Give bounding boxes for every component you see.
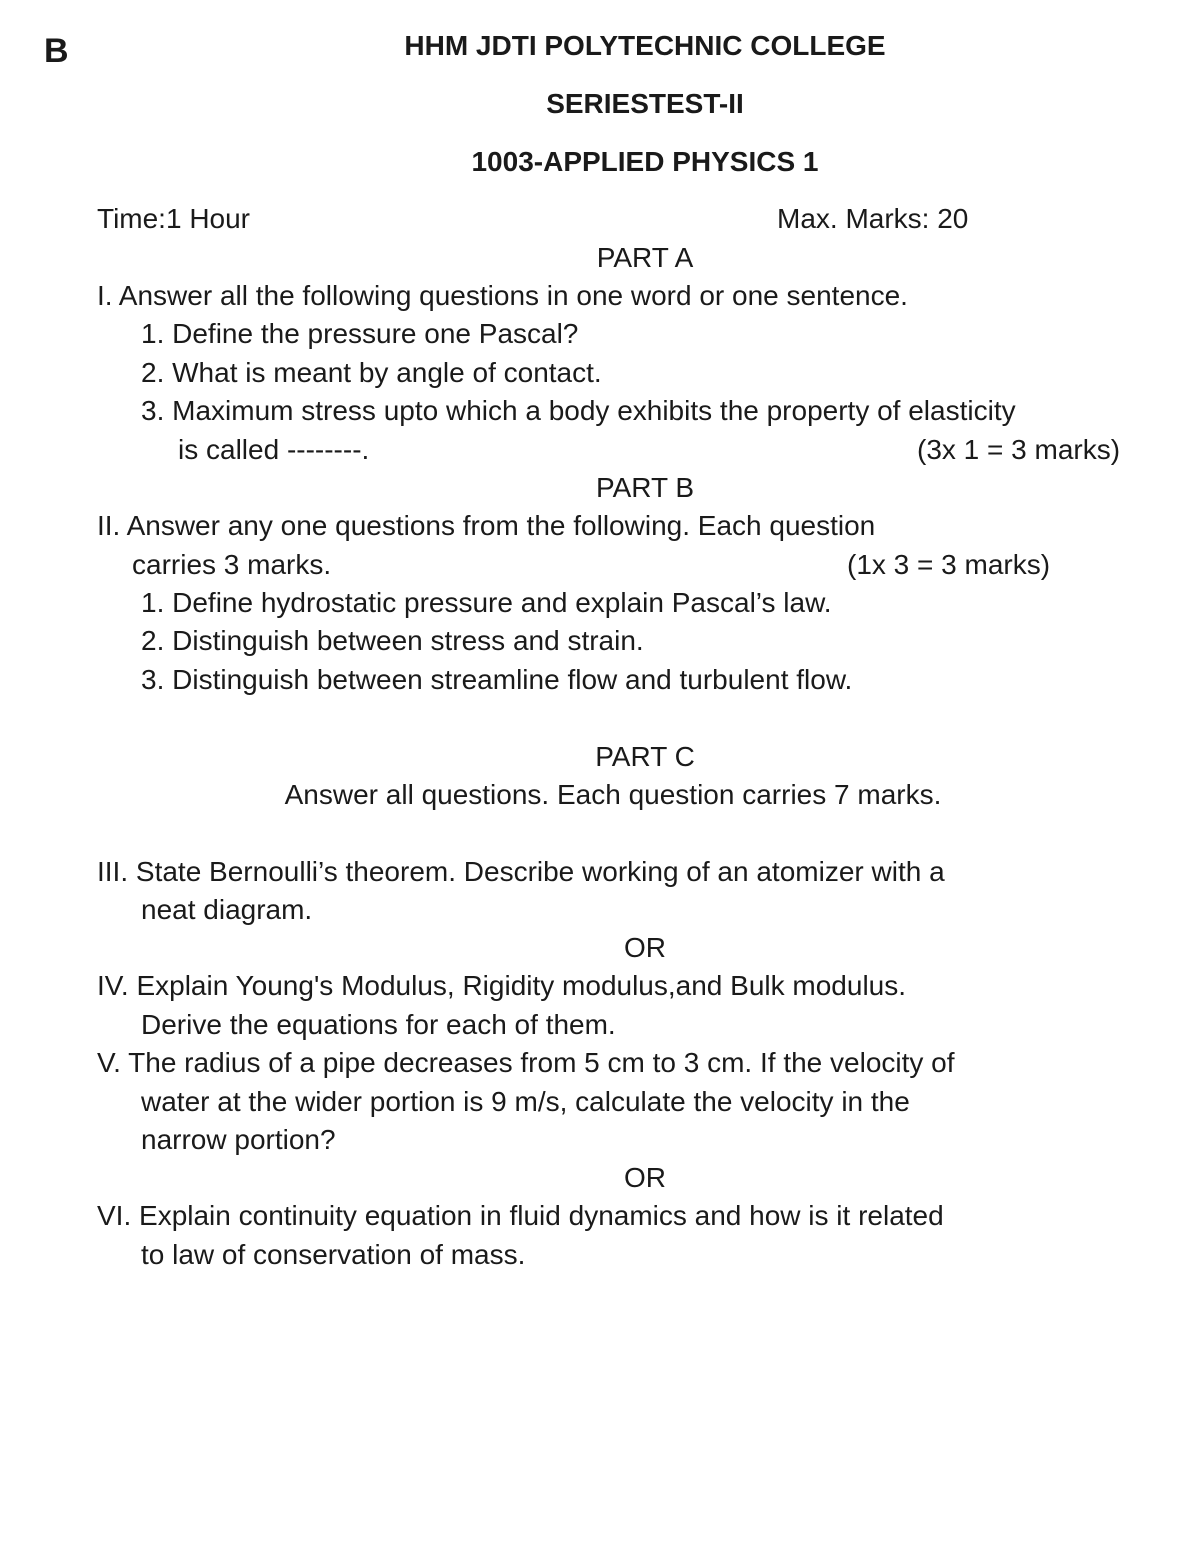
part-c-question-6: VI. Explain continuity equation in fluid dynamics and how is it related (97, 1200, 944, 1231)
part-b-question-1: 1. Define hydrostatic pressure and explain Pascal’s law. (141, 587, 832, 618)
or-divider-1: OR (624, 932, 666, 963)
part-a-question-3-cont: is called --------. (178, 434, 370, 465)
max-marks: Max. Marks: 20 (777, 203, 969, 234)
part-c-question-4-cont: Derive the equations for each of them. (141, 1009, 616, 1040)
part-a-instruction: I. Answer all the following questions in one word or one sentence. (97, 280, 908, 311)
part-c-title: PART C (595, 741, 695, 772)
college-name: HHM JDTI POLYTECHNIC COLLEGE (404, 30, 886, 61)
part-c-instruction: Answer all questions. Each question carries 7 marks. (284, 779, 942, 810)
or-divider-2: OR (624, 1162, 666, 1193)
part-a-question-3: 3. Maximum stress upto which a body exhibits the property of elasticity (141, 395, 1016, 426)
part-b-title: PART B (595, 472, 695, 503)
subject-title: 1003-APPLIED PHYSICS 1 (471, 146, 819, 177)
part-c-question-5: V. The radius of a pipe decreases from 5 cm to 3 cm. If the velocity of (97, 1047, 955, 1078)
part-b-marks: (1x 3 = 3 marks) (847, 549, 1051, 580)
part-a-title: PART A (596, 242, 694, 273)
part-c-question-5-cont: water at the wider portion is 9 m/s, calculate the velocity in the (141, 1086, 910, 1117)
exam-duration: Time:1 Hour (97, 203, 251, 234)
part-c-question-4: IV. Explain Young's Modulus, Rigidity modulus,and Bulk modulus. (97, 970, 907, 1001)
part-c-question-6-cont: to law of conservation of mass. (141, 1239, 526, 1270)
part-b-instruction: II. Answer any one questions from the following. Each question (97, 510, 876, 541)
part-a-question-2: 2. What is meant by angle of contact. (141, 357, 602, 388)
part-c-question-5-cont-2: narrow portion? (141, 1124, 336, 1155)
part-a-marks: (3x 1 = 3 marks) (917, 434, 1121, 465)
part-c-question-3-cont: neat diagram. (141, 894, 313, 925)
part-b-question-3: 3. Distinguish between streamline flow and turbulent flow. (141, 664, 853, 695)
part-c-question-3: III. State Bernoulli’s theorem. Describe working of an atomizer with a (97, 856, 945, 887)
set-letter: B (44, 32, 69, 70)
exam-title: SERIESTEST-II (546, 88, 744, 119)
part-b-instruction-cont: carries 3 marks. (132, 549, 332, 580)
part-b-question-2: 2. Distinguish between stress and strain. (141, 625, 644, 656)
part-a-question-1: 1. Define the pressure one Pascal? (141, 318, 579, 349)
